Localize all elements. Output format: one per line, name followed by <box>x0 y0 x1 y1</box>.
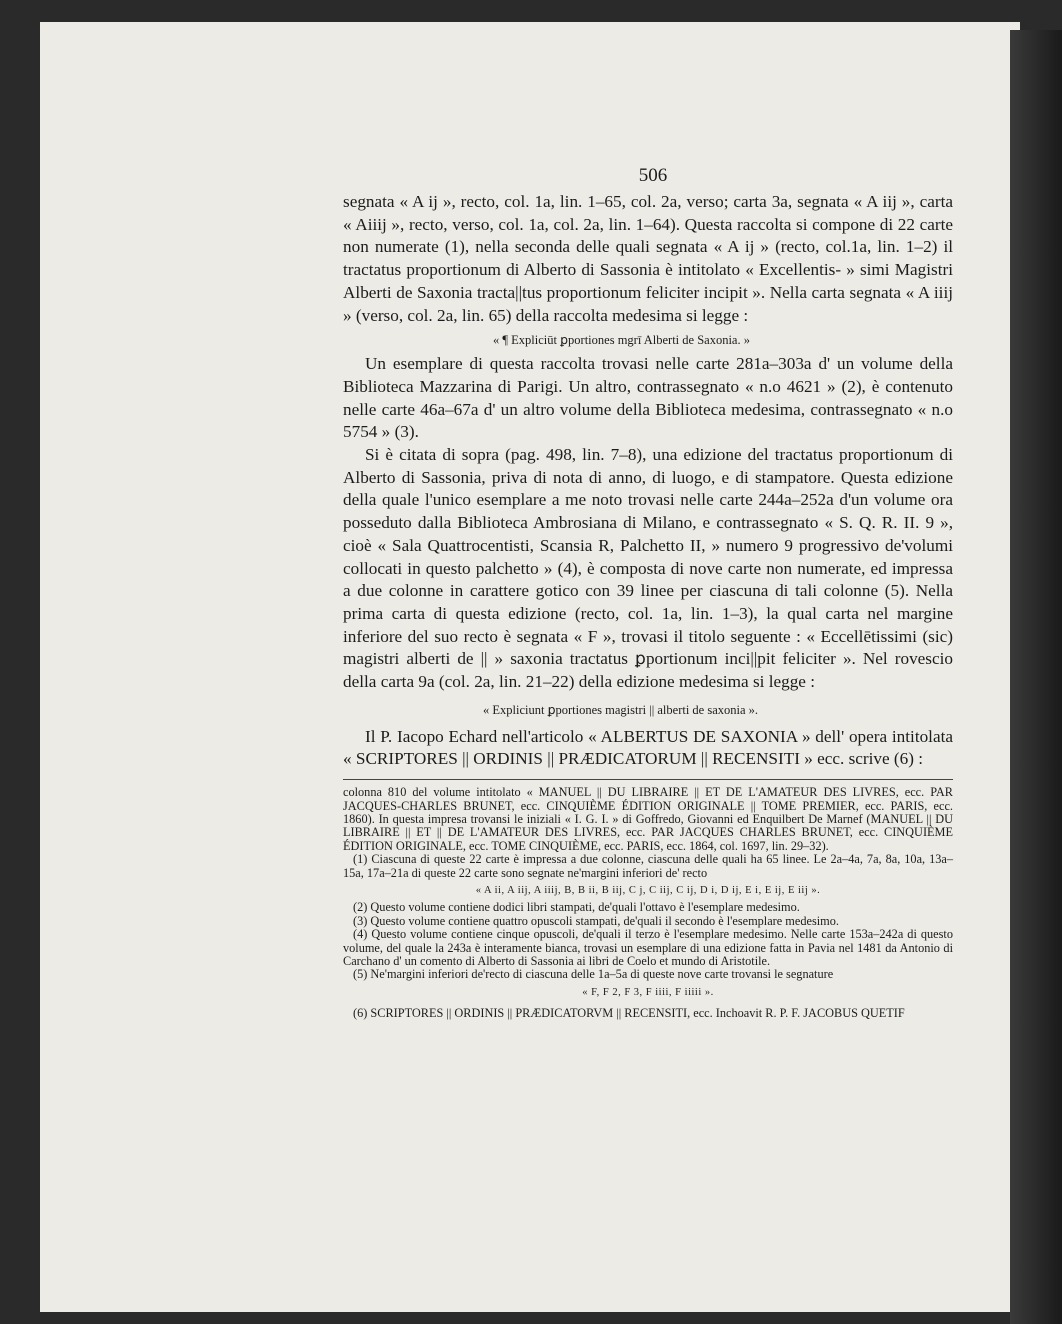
footnote-5-signatures: « F, F 2, F 3, F iiii, F iiiii ». <box>582 986 714 998</box>
footnote-4: (4) Questo volume contiene cinque opuscoli, de'quali il terzo è l'esemplare medesimo. Nelle carte 153a–242a di questo volume, del quale la 243a è interamente bianca, trovasi un esemplare di una edizione fatta in Pavia nel 1481 da Antonio di Carchano d' un comento di Alberto di Sassonia ai libri de Coelo et mundo di Aristotile. <box>343 927 953 969</box>
footnote-6: (6) SCRIPTORES || ORDINIS || PRÆDICATORVM || RECENSITI, ecc. Inchoavit R. P. F. JACOBUS QUETIF <box>353 1006 905 1021</box>
footnote-3: (3) Questo volume contiene quattro opuscoli stampati, de'quali il secondo è l'esemplare medesimo. <box>353 913 839 928</box>
text-block <box>343 165 953 1021</box>
paragraph: segnata « A ij », recto, col. 1a, lin. 1–65, col. 2a, verso; carta 3a, segnata « A iij », carta « Aiiij », recto, verso, col. 1a, col. 2a, lin. 1–64). Questa raccolta si compone di 22 carte non numerate (1), nella seconda delle quali segnata « A ij » (recto, col.1a, lin. 1–2) il tractatus proportionum di Alberto di Sassonia è intitolato « Excellentis- » simi Magistri Alberti de Saxonia tracta||tus proportionum feliciter incipit ». Nella carta segnata « A iiij » (verso, col. 2a, lin. 65) della raccolta medesima si legge : <box>343 192 953 325</box>
footnotes <box>343 786 953 1021</box>
footnote-continuation: colonna 810 del volume intitolato « MANUEL || DU LIBRAIRE || ET DE L'AMATEUR DES LIVRES, ecc. PAR JACQUES-CHARLES BRUNET, ecc. CINQUIÈME ÉDITION ORIGINALE || TOME PREMIER, ecc. PARIS, ecc. 1860). In questa impresa trovansi le iniziali « I. G. I. » di Goffredo, Giovanni ed Enquilbert De Marnef (MANUEL || DU LIBRAIRE || ET || DE L'AMATEUR DES LIVRES, ecc. PAR JACQUES CHARLES BRUNET, ecc. CINQUIÈME ÉDITION ORIGINALE, ecc. TOME CINQUIÈME, ecc. PARIS, ecc. 1864, col. 1697, lin. 29–32). <box>343 785 953 853</box>
quotation: « Expliciunt ꝑportiones magistri || alberti de saxonia ». <box>483 702 759 717</box>
footnote-2: (2) Questo volume contiene dodici libri stampati, de'quali l'ottavo è l'esemplare medesimo. <box>353 900 800 915</box>
page-number: 506 <box>638 165 668 186</box>
paragraph: Il P. Iacopo Echard nell'articolo « ALBERTUS DE SAXONIA » dell' opera intitolata « SCRIPTORES || ORDINIS || PRÆDICATORUM || RECENSITI » ecc. scrive (6) : <box>343 726 953 769</box>
book-edge <box>1010 30 1062 1324</box>
paragraph: Un esemplare di questa raccolta trovasi nelle carte 281a–303a d' un volume della Biblioteca Mazzarina di Parigi. Un altro, contrassegnato « n.o 4621 » (2), è contenuto nelle carte 46a–67a d' un altro volume della Biblioteca medesima, contrassegnato « n.o 5754 » (3). <box>343 354 953 442</box>
quotation: « ¶ Expliciūt ꝑportiones mgrī Alberti de Saxonia. » <box>493 333 750 348</box>
footnote-1: (1) Ciascuna di queste 22 carte è impressa a due colonne, ciascuna delle quali ha 65 linee. Le 2a–4a, 7a, 8a, 10a, 13a–15a, 17a–21a di queste 22 carte sono segnate ne'margini inferiori de' recto <box>343 852 953 880</box>
footnote-5: (5) Ne'margini inferiori de'recto di ciascuna delle 1a–5a di queste nove carte trovansi le segnature <box>353 967 834 982</box>
paragraph: Si è citata di sopra (pag. 498, lin. 7–8), una edizione del tractatus proportionum di Alberto di Sassonia, priva di nota di anno, di luogo, e di stampatore. Questa edizione della quale l'unico esemplare a me noto trovasi nelle carte 244a–252a d'un volume ora posseduto dalla Biblioteca Ambrosiana di Milano, e contrassegnato « S. Q. R. II. 9 », cioè « Sala Quattrocentisti, Scansia R, Palchetto II, » numero 9 progressivo de'volumi collocati in questo palchetto » (4), è composta di nove carte non numerate, ed impressa a due colonne in carattere gotico con 39 linee per ciascuna di tali colonne (5). Nella prima carta di questa edizione (recto, col. 1a, lin. 1–3), la qual carta nel margine inferiore del suo recto è segnata « F », trovasi il titolo seguente : « Eccellētissimi (sic) magistri alberti de || » saxonia tractatus ꝑportionum inci||pit feliciter ». Nel rovescio della carta 9a (col. 2a, lin. 21–22) della edizione medesima si legge : <box>343 445 953 692</box>
footnote-1-signatures: « A ii, A iij, A iiij, B, B ii, B iij, C j, C iij, C ij, D i, D ij, E i, E ij, E iij ». <box>475 885 821 897</box>
footnote-divider <box>343 779 953 780</box>
